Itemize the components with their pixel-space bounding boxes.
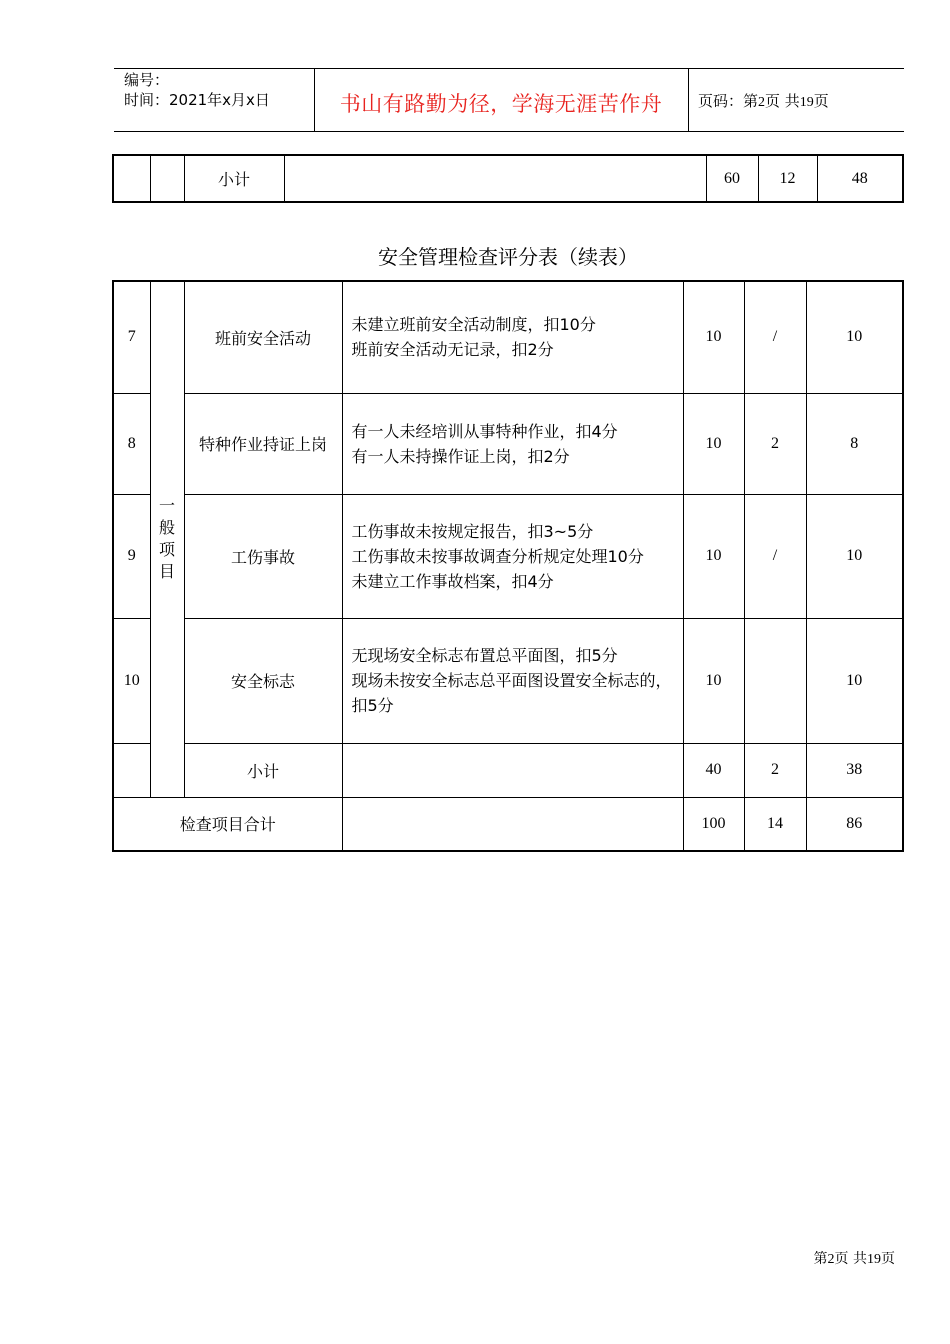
table-row — [113, 393, 903, 494]
subtotal-score: 40 — [683, 743, 744, 797]
criterion: 有一人未持操作证上岗，扣2分 — [351, 446, 570, 466]
subtotal-label: 小计 — [184, 743, 342, 797]
category-cell — [150, 281, 184, 797]
footer-suffix: 页 — [881, 1251, 895, 1267]
page-prefix: 页码：第 — [698, 92, 759, 110]
score: 10 — [683, 281, 744, 393]
header-divider — [688, 69, 689, 131]
footer-prefix: 第 — [813, 1251, 828, 1267]
deduct: / — [744, 281, 806, 393]
score: 10 — [683, 618, 744, 743]
subtotal-actual: 48 — [817, 155, 903, 202]
document-date: 时间：2021年x月x日 — [124, 91, 270, 109]
table-row — [113, 618, 903, 743]
table-row — [113, 155, 903, 202]
actual: 10 — [806, 618, 903, 743]
item-name: 特种作业持证上岗 — [184, 393, 342, 494]
deduct — [744, 618, 806, 743]
total-score: 100 — [683, 797, 744, 851]
total-deduct: 14 — [744, 797, 806, 851]
score: 10 — [683, 393, 744, 494]
header-motto: 书山有路勤为径，学海无涯苦作舟 — [339, 92, 663, 116]
actual: 10 — [806, 494, 903, 618]
actual: 10 — [806, 281, 903, 393]
page-footer — [814, 1248, 895, 1268]
deduction-criteria — [342, 494, 683, 618]
deduction-criteria — [342, 393, 683, 494]
subtotal-label: 小计 — [184, 155, 284, 202]
item-name: 工伤事故 — [184, 494, 342, 618]
score: 10 — [683, 494, 744, 618]
deduction-criteria — [342, 281, 683, 393]
page-header — [114, 68, 904, 132]
total-row — [113, 797, 903, 851]
category-char: 一 — [158, 496, 175, 516]
safety-inspection-score-table — [112, 280, 904, 852]
cell-empty — [342, 797, 683, 851]
page-middle: 页 共 — [765, 92, 800, 110]
row-number: 7 — [113, 281, 150, 393]
criterion: 现场未按安全标志总平面图设置安全标志的，扣5分 — [351, 671, 672, 715]
criterion: 无现场安全标志布置总平面图，扣5分 — [351, 646, 618, 665]
criterion: 工伤事故未按事故调查分析规定处理10分 — [351, 546, 644, 566]
cell-empty — [150, 155, 184, 202]
deduct: 2 — [744, 393, 806, 494]
row-number: 10 — [113, 618, 150, 743]
page-total: 19 — [799, 95, 814, 110]
category-char: 项 — [158, 540, 175, 560]
item-name: 班前安全活动 — [184, 281, 342, 393]
row-number: 8 — [113, 393, 150, 494]
subtotal-row — [113, 743, 903, 797]
actual: 8 — [806, 393, 903, 494]
subtotal-deduct: 2 — [744, 743, 806, 797]
subtotal-deduct: 12 — [758, 155, 817, 202]
cell-empty — [113, 155, 150, 202]
total-label: 检查项目合计 — [113, 797, 342, 851]
page-current: 2 — [758, 95, 766, 110]
category-char: 般 — [158, 518, 175, 538]
document-number-label: 编号： — [124, 71, 170, 89]
footer-page-total: 19 — [867, 1252, 881, 1267]
table-caption: 安全管理检查评分表（续表） — [378, 245, 638, 269]
header-page-indicator — [698, 90, 829, 111]
criterion: 有一人未经培训从事特种作业，扣4分 — [351, 421, 618, 441]
cell-empty — [113, 743, 150, 797]
subtotal-score: 60 — [706, 155, 758, 202]
page-suffix: 页 — [813, 92, 829, 110]
cell-empty — [342, 743, 683, 797]
deduction-criteria — [342, 618, 683, 743]
category-label — [151, 495, 184, 583]
criterion: 未建立班前安全活动制度，扣10分 — [351, 315, 596, 335]
criterion: 未建立工作事故档案，扣4分 — [351, 571, 554, 591]
table-row — [113, 494, 903, 618]
criterion: 班前安全活动无记录，扣2分 — [351, 340, 554, 360]
subtotal-actual: 38 — [806, 743, 903, 797]
previous-section-subtotal-table — [112, 154, 904, 203]
item-name: 安全标志 — [184, 618, 342, 743]
cell-empty — [284, 155, 706, 202]
footer-page-current: 2 — [827, 1252, 835, 1267]
total-actual: 86 — [806, 797, 903, 851]
row-number: 9 — [113, 494, 150, 618]
table-row — [113, 281, 903, 393]
deduct: / — [744, 494, 806, 618]
criterion: 工伤事故未按规定报告，扣3~5分 — [351, 521, 594, 541]
footer-middle: 页 共 — [834, 1251, 867, 1267]
category-char: 目 — [158, 562, 175, 582]
